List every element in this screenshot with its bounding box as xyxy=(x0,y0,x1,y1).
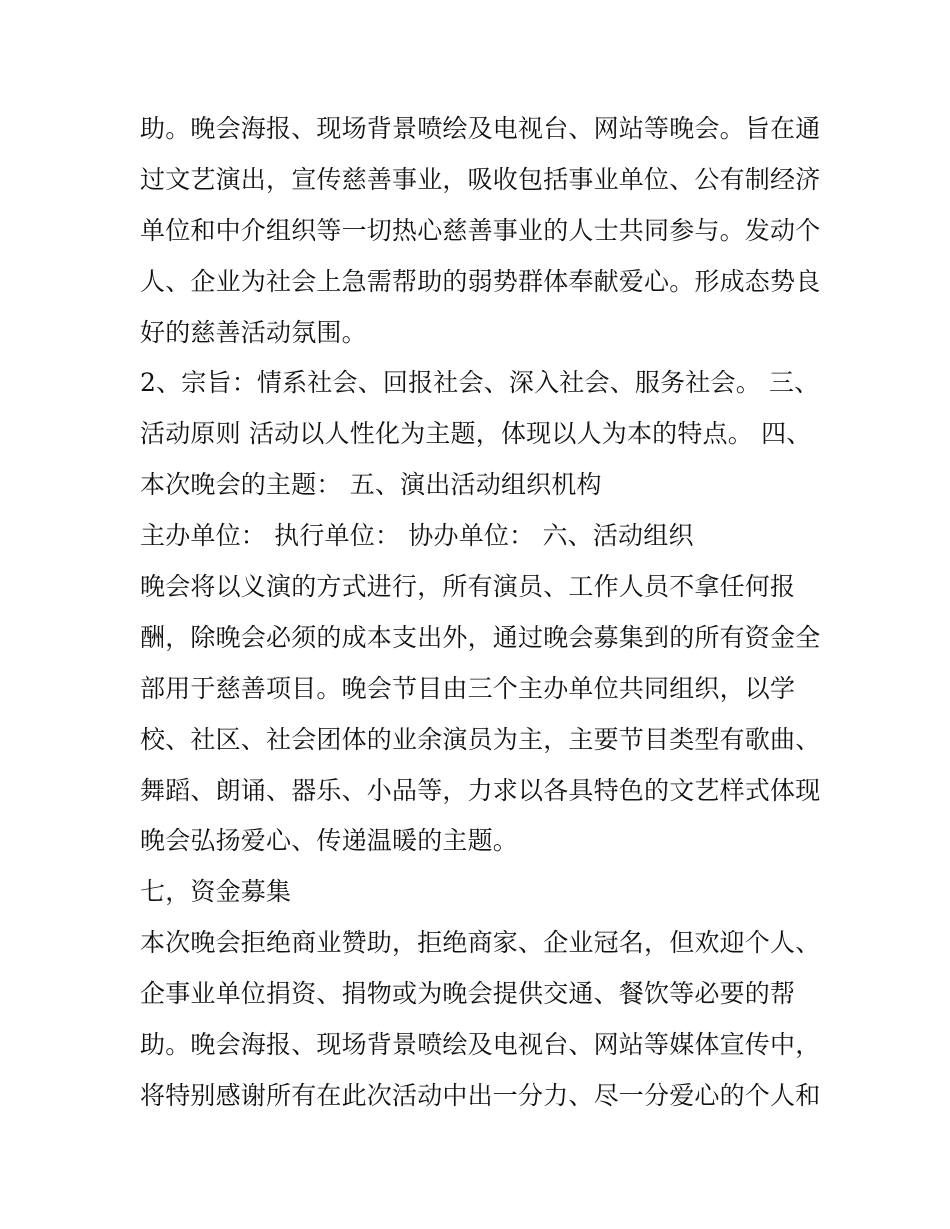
text-line: 部用于慈善项目。晚会节目由三个主办单位共同组织，以学 xyxy=(140,673,796,703)
text-line: 单位和中介组织等一切热心慈善事业的人士共同参与。发动个 xyxy=(140,215,821,245)
text-line: 将特别感谢所有在此次活动中出一分力、尽一分爱心的个人和 xyxy=(140,1080,821,1110)
text-line: 主办单位： 执行单位： 协办单位： 六、活动组织 xyxy=(140,521,694,551)
text-line: 好的慈善活动氛围。 xyxy=(140,317,367,347)
text-line: 本次晚会的主题： 五、演出活动组织机构 xyxy=(140,470,602,500)
text-line: 晚会将以义演的方式进行，所有演员、工作人员不拿任何报 xyxy=(140,572,796,602)
text-line: 企事业单位捐资、捐物或为晚会提供交通、餐饮等必要的帮 xyxy=(140,979,796,1009)
text-line: 本次晚会拒绝商业赞助，拒绝商家、企业冠名，但欢迎个人、 xyxy=(140,928,821,958)
text-line: 晚会弘扬爱心、传递温暖的主题。 xyxy=(140,826,519,856)
text-line: 助。晚会海报、现场背景喷绘及电视台、网站等晚会。旨在通 xyxy=(140,114,821,143)
text-line: 舞蹈、朗诵、器乐、小品等，力求以各具特色的文艺样式体现 xyxy=(140,775,821,805)
text-line: 酬，除晚会必须的成本支出外，通过晚会募集到的所有资金全 xyxy=(140,622,821,652)
text-line: 助。晚会海报、现场背景喷绘及电视台、网站等媒体宣传中， xyxy=(140,1030,821,1060)
text-line: 2、宗旨：情系社会、回报社会、深入社会、服务社会。 三、 xyxy=(140,368,820,398)
text-line: 七，资金募集 xyxy=(140,877,292,907)
text-line: 活动原则 活动以人性化为主题，体现以人为本的特点。 四、 xyxy=(140,419,812,449)
body-text xyxy=(140,104,820,1122)
text-line: 人、企业为社会上急需帮助的弱势群体奉献爱心。形成态势良 xyxy=(140,266,821,296)
text-line: 校、社区、社会团体的业余演员为主，主要节目类型有歌曲、 xyxy=(140,724,821,754)
text-line: 过文艺演出，宣传慈善事业，吸收包括事业单位、公有制经济 xyxy=(140,164,821,194)
